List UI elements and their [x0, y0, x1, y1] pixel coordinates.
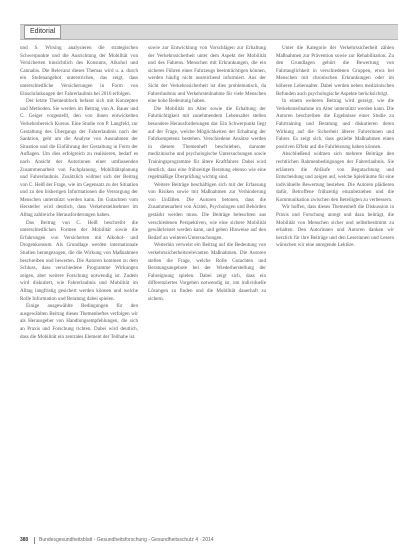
- paragraph: Die Mobilität im Alter sowie die Erhaltung der Fahrtüchtigkeit mit zunehmendem Lebensalter stellen besondere Herausforderungen dar. Ein Schwerpunkt liegt auf der Frage, welche Möglichkeiten der Erhaltung der Fahrkompetenz bestehen. Verschiedene Ansätze werden in diesem Themenheft beschrieben, darunter medizinische und psychologische Untersuchungen sowie Trainingsprogramme für ältere Kraftfahrer. Dabei wird deutlich, dass eine frühzeitige Beratung ebenso wie eine regelmäßige Überprüfung wichtig sind.: [148, 105, 266, 181]
- page-number: 380: [20, 537, 29, 543]
- paragraph: Unter die Kategorie der Verkehrssicherheit zählen Maßnahmen zur Prävention sowie zur Rehabilitation. Zu den Grundlagen gehört die Bewertung von Fahrtauglichkeit in verschiedenen Gruppen, etwa bei Menschen mit chronischen Erkrankungen oder im höheren Lebensalter. Dabei werden neben medizinischen Befunden auch psychologische Aspekte berücksichtigt.: [276, 45, 394, 97]
- paragraph: In einem weiteren Beitrag wird gezeigt, wie die Verkehrsteilnahme im Alter unterstützt werden kann. Die Autoren beschreiben die Ergebnisse einer Studie zu Fahrtraining und Beratung und diskutieren deren Wirkung auf die Sicherheit älterer Fahrerinnen und Fahrer. Es zeigt sich, dass gezielte Maßnahmen einen positiven Effekt auf die Fahrleistung haben können.: [276, 98, 394, 150]
- header-bar: [20, 24, 398, 40]
- paragraph: Weitere Beiträge beschäftigen sich mit der Erfassung von Risiken sowie mit Maßnahmen zur Verhinderung von Unfällen. Die Autoren betonen, dass die Zusammenarbeit von Ärzten, Psychologen und Behörden gestärkt werden muss. Die Beiträge beleuchten aus verschiedenen Perspektiven, wie eine sichere Mobilität gewährleistet werden kann, und geben Hinweise auf den Bedarf an weiteren Untersuchungen.: [148, 181, 266, 241]
- section-label: Editorial: [24, 25, 61, 39]
- paragraph: Abschließend widmen sich mehrere Beiträge den rechtlichen Rahmenbedingungen der Fahrerlaubnis. Sie erläutern die Abläufe von Begutachtung und Entscheidung und zeigen auf, welche Spielräume für eine individuelle Bewertung bestehen. Die Autoren plädieren dafür, Betroffene frühzeitig einzubeziehen und die Kommunikation zwischen den Beteiligten zu verbessern.: [276, 151, 394, 203]
- paragraph: Der letzte Themenblock befasst sich mit Konzepten und Methoden. Sie werden im Beitrag von A. Bauer und C. Geiger vorgestellt, den von ihnen entwickelten Verkehrsbereich Kursus. Eine Studie von P. Langfeld, zur Gestaltung des Übergangs der Fahrerlaubnis nach der Sanktion, geht um die Analyse von Ausnahmen der Situation und die Einführung der Gestaltung in Form der Auflagen. Um dies erfolgreich zu realisieren, bedarf es nach Ansicht der Autorinnen einer umfassenden Zusammenarbeit von Fachplanung, Mobilitätsplanung und Fahrerlaubnis. Zusätzlich widmet sich der Beitrag von C. Heiß der Frage, wie im Gegensatz zu der Situation und zu den bisherigen Informationen die Versorgung der Menschen unterstützt werden kann. Im Gutachten vom Hersteller wird deutlich, dass Verkehrsteilnehmer im Alltag zahlreiche Herausforderungen haben.: [20, 98, 138, 219]
- text-column-1: [20, 45, 138, 525]
- text-column-2: [148, 45, 266, 525]
- paragraph: Das Beitrag von C. Heiß beschreibt die unterschiedlichen Formen der Mobilität sowie die Erfahrungen von Versicherten mit Alkohol- und Drogenkonsum. Als Grundlage werden internationale Studien herangezogen, die die Wirkung von Maßnahmen beschreiben und bewerten. Die Autoren kommen zu dem Schluss, dass verschiedene Programme Wirkungen zeigen, aber weitere Forschung notwendig ist. Zudem wird diskutiert, wie Fahrerlaubnis und Mobilität im Alltag langfristig gesichert werden können und welche Rolle Information und Beratung dabei spielen.: [20, 219, 138, 302]
- paragraph: Wir hoffen, dass dieses Themenheft die Diskussion in Praxis und Forschung anregt und dazu beiträgt, die Mobilität von Menschen sicher und selbstbestimmt zu erhalten. Den Autorinnen und Autoren danken wir herzlich für ihre Beiträge und den Leserinnen und Lesern wünschen wir eine anregende Lektüre.: [276, 204, 394, 249]
- text-column-3: [276, 45, 394, 525]
- paragraph: Weiterhin verweist ein Beitrag auf die Bedeutung von verkehrssicherheitsrelevanten Maßnahmen. Die Autoren stellen die Frage, welche Rolle Gutachten und Beratungsangebote bei der Wiederherstellung der Fahreignung spielen. Dabei zeigt sich, dass ein differenziertes Vorgehen notwendig ist, um individuelle Lösungen zu finden und die Mobilität dauerhaft zu sichern.: [148, 242, 266, 302]
- paragraph: und S. Wirsing analysieren die strategischen Schwerpunkte und die Ausrichtung der Mobilität von Versicherten hinsichtlich des Konsums, Alkohol und Cannabis. Die Relevanz dieses Themas wird u. a. durch ein Stufenangebot unterstrichen, das zeigt, dass unterschiedliche Versicherungen in Form von Einschränkungen der Fahrerlaubnis bei 2016 erfolgen.: [20, 45, 138, 97]
- footer-divider: [34, 537, 35, 544]
- paragraph: Einige ausgewählte Bedingungen für den ausgewählten Beitrag dieses Themenheftes verfolgen wir als Herausgeber von Handlungsempfehlungen, die sich an Praxis und Forschung richten. Dabei wird deutlich, dass die Mobilität ein zentrales Element der Teilhabe ist.: [20, 303, 138, 340]
- page-footer: [20, 536, 398, 545]
- journal-title: Bundesgesundheitsblatt - Gesundheitsforschung - Gesundheitsschutz 4 · 2014: [39, 537, 214, 543]
- paragraph: sowie zur Entwicklung von Vorschlägen zur Erhaltung der Verkehrssicherheit unter dem Aspekt der Mobilität und des Fahrens. Menschen mit Erkrankungen, die ein sicheres Führen eines Fahrzeugs beeinträchtigen können, werden häufig nicht ausreichend informiert. Aus der Sicht der Verkehrssicherheit ist dies problematisch, da Fahrerlaubnis und Verkehrsteilnahme für viele Menschen eine hohe Bedeutung haben.: [148, 45, 266, 105]
